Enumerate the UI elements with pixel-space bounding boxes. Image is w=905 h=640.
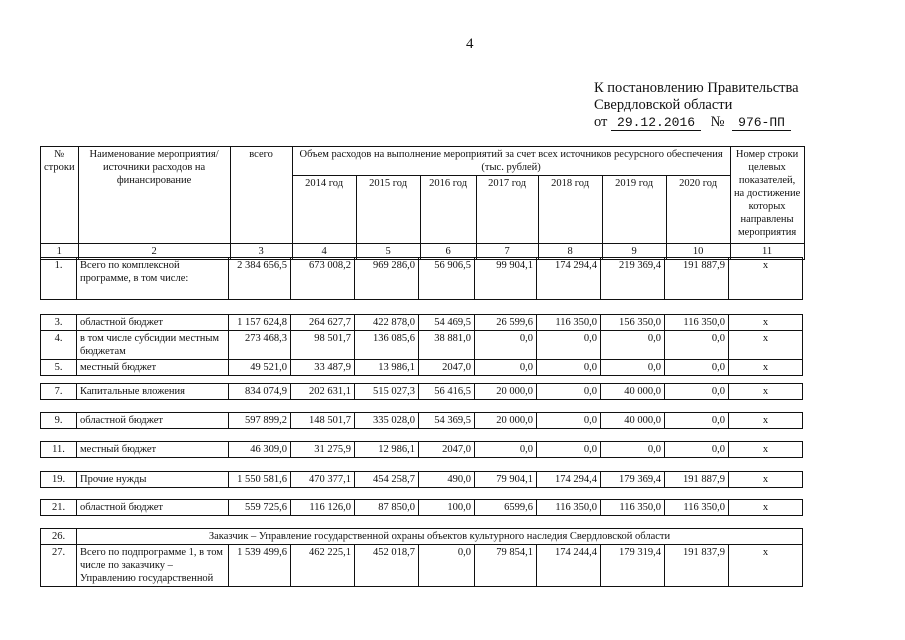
row-2020: 191 887,9 [665, 258, 729, 300]
row-2016: 2047,0 [419, 360, 475, 376]
row-total: 597 899,2 [229, 413, 291, 429]
row-2018: 0,0 [537, 331, 601, 360]
row-2015: 136 085,6 [355, 331, 419, 360]
row-2020: 191 837,9 [665, 545, 729, 587]
customer-row [41, 529, 803, 545]
row-2015: 335 028,0 [355, 413, 419, 429]
row-2017: 26 599,6 [475, 315, 537, 331]
page-number: 4 [466, 36, 474, 52]
header-row-number: № строки [41, 147, 79, 244]
row-2014: 264 627,7 [291, 315, 355, 331]
row-target: х [729, 331, 803, 360]
row-total: 834 074,9 [229, 384, 291, 400]
heading-line-2: Свердловской области [594, 97, 733, 113]
row-2019: 179 369,4 [601, 472, 665, 488]
row-target: х [729, 384, 803, 400]
row-2016: 100,0 [419, 500, 475, 516]
row-2020: 116 350,0 [665, 315, 729, 331]
row-2014: 202 631,1 [291, 384, 355, 400]
row-2015: 13 986,1 [355, 360, 419, 376]
row-number: 1. [41, 258, 77, 300]
row-name: Всего по подпрограмме 1, в том числе по заказчику – Управлению государственной [77, 545, 229, 587]
column-number: 3 [230, 244, 292, 260]
row-number: 19. [41, 472, 77, 488]
row-2017: 0,0 [475, 360, 537, 376]
row-2020: 0,0 [665, 413, 729, 429]
row-2019: 40 000,0 [601, 413, 665, 429]
header-year: 2017 год [476, 176, 538, 244]
row-2020: 116 350,0 [665, 500, 729, 516]
table-fragment [40, 441, 803, 458]
row-2017: 0,0 [475, 442, 537, 458]
row-2014: 33 487,9 [291, 360, 355, 376]
table-fragment [40, 528, 803, 587]
row-number: 11. [41, 442, 77, 458]
row-total: 49 521,0 [229, 360, 291, 376]
heading-line-3 [594, 114, 799, 131]
table-row [41, 472, 803, 488]
row-number: 7. [41, 384, 77, 400]
row-2020: 191 887,9 [665, 472, 729, 488]
row-2019: 116 350,0 [601, 500, 665, 516]
table-fragment [40, 471, 803, 488]
row-2014: 470 377,1 [291, 472, 355, 488]
column-number: 4 [292, 244, 356, 260]
row-2019: 40 000,0 [601, 384, 665, 400]
row-2018: 116 350,0 [537, 315, 601, 331]
row-2018: 0,0 [537, 413, 601, 429]
number-label: № [710, 114, 725, 130]
table-row [41, 258, 803, 300]
header-year: 2015 год [356, 176, 420, 244]
header-year: 2016 год [420, 176, 476, 244]
resolution-heading [594, 80, 799, 131]
row-2016: 2047,0 [419, 442, 475, 458]
header-target: Номер строки целевых показателей, на достижение которых направлены мероприятия [730, 147, 804, 244]
table-fragment [40, 412, 803, 429]
row-2015: 452 018,7 [355, 545, 419, 587]
table-row [41, 315, 803, 331]
row-2020: 0,0 [665, 384, 729, 400]
row-2017: 20 000,0 [475, 384, 537, 400]
row-2017: 99 904,1 [475, 258, 537, 300]
row-name: Прочие нужды [77, 472, 229, 488]
column-number: 6 [420, 244, 476, 260]
table-row [41, 500, 803, 516]
row-2019: 0,0 [601, 331, 665, 360]
row-2014: 98 501,7 [291, 331, 355, 360]
table-fragment [40, 383, 803, 400]
table-fragment [40, 499, 803, 516]
header-year: 2020 год [666, 176, 730, 244]
row-2015: 454 258,7 [355, 472, 419, 488]
row-2014: 462 225,1 [291, 545, 355, 587]
table-fragment [40, 257, 803, 300]
row-2019: 0,0 [601, 442, 665, 458]
row-2016: 54 369,5 [419, 413, 475, 429]
row-total: 2 384 656,5 [229, 258, 291, 300]
row-target: х [729, 258, 803, 300]
row-total: 1 539 499,6 [229, 545, 291, 587]
row-target: х [729, 500, 803, 516]
row-2018: 0,0 [537, 384, 601, 400]
row-2018: 0,0 [537, 442, 601, 458]
row-name: областной бюджет [77, 413, 229, 429]
row-2017: 79 904,1 [475, 472, 537, 488]
row-2015: 515 027,3 [355, 384, 419, 400]
column-number: 7 [476, 244, 538, 260]
row-2014: 673 008,2 [291, 258, 355, 300]
row-2014: 31 275,9 [291, 442, 355, 458]
row-2015: 422 878,0 [355, 315, 419, 331]
header-total: всего [230, 147, 292, 244]
column-number: 9 [602, 244, 666, 260]
row-name: местный бюджет [77, 360, 229, 376]
row-2020: 0,0 [665, 442, 729, 458]
row-target: х [729, 545, 803, 587]
row-number: 3. [41, 315, 77, 331]
row-2018: 174 294,4 [537, 472, 601, 488]
column-number: 10 [666, 244, 730, 260]
column-number: 11 [730, 244, 804, 260]
row-2016: 490,0 [419, 472, 475, 488]
header-year: 2019 год [602, 176, 666, 244]
row-number: 4. [41, 331, 77, 360]
row-2019: 156 350,0 [601, 315, 665, 331]
row-2018: 116 350,0 [537, 500, 601, 516]
column-number: 2 [78, 244, 230, 260]
row-2020: 0,0 [665, 360, 729, 376]
header-year: 2018 год [538, 176, 602, 244]
customer-text: Заказчик – Управление государственной охраны объектов культурного наследия Свердловской области [77, 529, 803, 545]
column-number: 1 [41, 244, 79, 260]
row-number: 5. [41, 360, 77, 376]
header-name: Наименование мероприятия/источники расходов на финансирование [78, 147, 230, 244]
row-2019: 219 369,4 [601, 258, 665, 300]
row-2017: 0,0 [475, 331, 537, 360]
table-row [41, 442, 803, 458]
table-row [41, 413, 803, 429]
from-label: от [594, 114, 608, 130]
row-number: 9. [41, 413, 77, 429]
row-name: в том числе субсидии местным бюджетам [77, 331, 229, 360]
row-2015: 12 986,1 [355, 442, 419, 458]
table-row [41, 331, 803, 360]
row-name: областной бюджет [77, 315, 229, 331]
row-name: областной бюджет [77, 500, 229, 516]
row-total: 1 157 624,8 [229, 315, 291, 331]
row-target: х [729, 360, 803, 376]
row-2015: 87 850,0 [355, 500, 419, 516]
row-2019: 0,0 [601, 360, 665, 376]
header-volume: Объем расходов на выполнение мероприятий за счет всех источников ресурсного обеспечения (тыс. рублей) [292, 147, 730, 176]
row-number: 26. [41, 529, 77, 545]
row-name: Всего по комплексной программе, в том числе: [77, 258, 229, 300]
row-total: 46 309,0 [229, 442, 291, 458]
column-number: 5 [356, 244, 420, 260]
row-total: 1 550 581,6 [229, 472, 291, 488]
row-name: Капитальные вложения [77, 384, 229, 400]
resolution-number: 976-ПП [732, 115, 791, 131]
row-target: х [729, 315, 803, 331]
row-2016: 56 416,5 [419, 384, 475, 400]
row-name: местный бюджет [77, 442, 229, 458]
row-2018: 0,0 [537, 360, 601, 376]
row-number: 21. [41, 500, 77, 516]
table-row [41, 545, 803, 587]
row-2020: 0,0 [665, 331, 729, 360]
row-2015: 969 286,0 [355, 258, 419, 300]
column-number: 8 [538, 244, 602, 260]
row-2018: 174 244,4 [537, 545, 601, 587]
row-number: 27. [41, 545, 77, 587]
row-total: 559 725,6 [229, 500, 291, 516]
resolution-date: 29.12.2016 [611, 115, 701, 131]
row-2019: 179 319,4 [601, 545, 665, 587]
row-total: 273 468,3 [229, 331, 291, 360]
row-target: х [729, 413, 803, 429]
row-2016: 38 881,0 [419, 331, 475, 360]
table-row [41, 360, 803, 376]
row-2014: 148 501,7 [291, 413, 355, 429]
heading-line-1: К постановлению Правительства [594, 80, 799, 96]
row-2016: 0,0 [419, 545, 475, 587]
table-header [40, 146, 805, 260]
row-2016: 56 906,5 [419, 258, 475, 300]
row-2014: 116 126,0 [291, 500, 355, 516]
table-row [41, 384, 803, 400]
header-year: 2014 год [292, 176, 356, 244]
row-target: х [729, 442, 803, 458]
table-fragment [40, 314, 803, 376]
row-target: х [729, 472, 803, 488]
row-2016: 54 469,5 [419, 315, 475, 331]
row-2018: 174 294,4 [537, 258, 601, 300]
row-2017: 79 854,1 [475, 545, 537, 587]
row-2017: 20 000,0 [475, 413, 537, 429]
row-2017: 6599,6 [475, 500, 537, 516]
